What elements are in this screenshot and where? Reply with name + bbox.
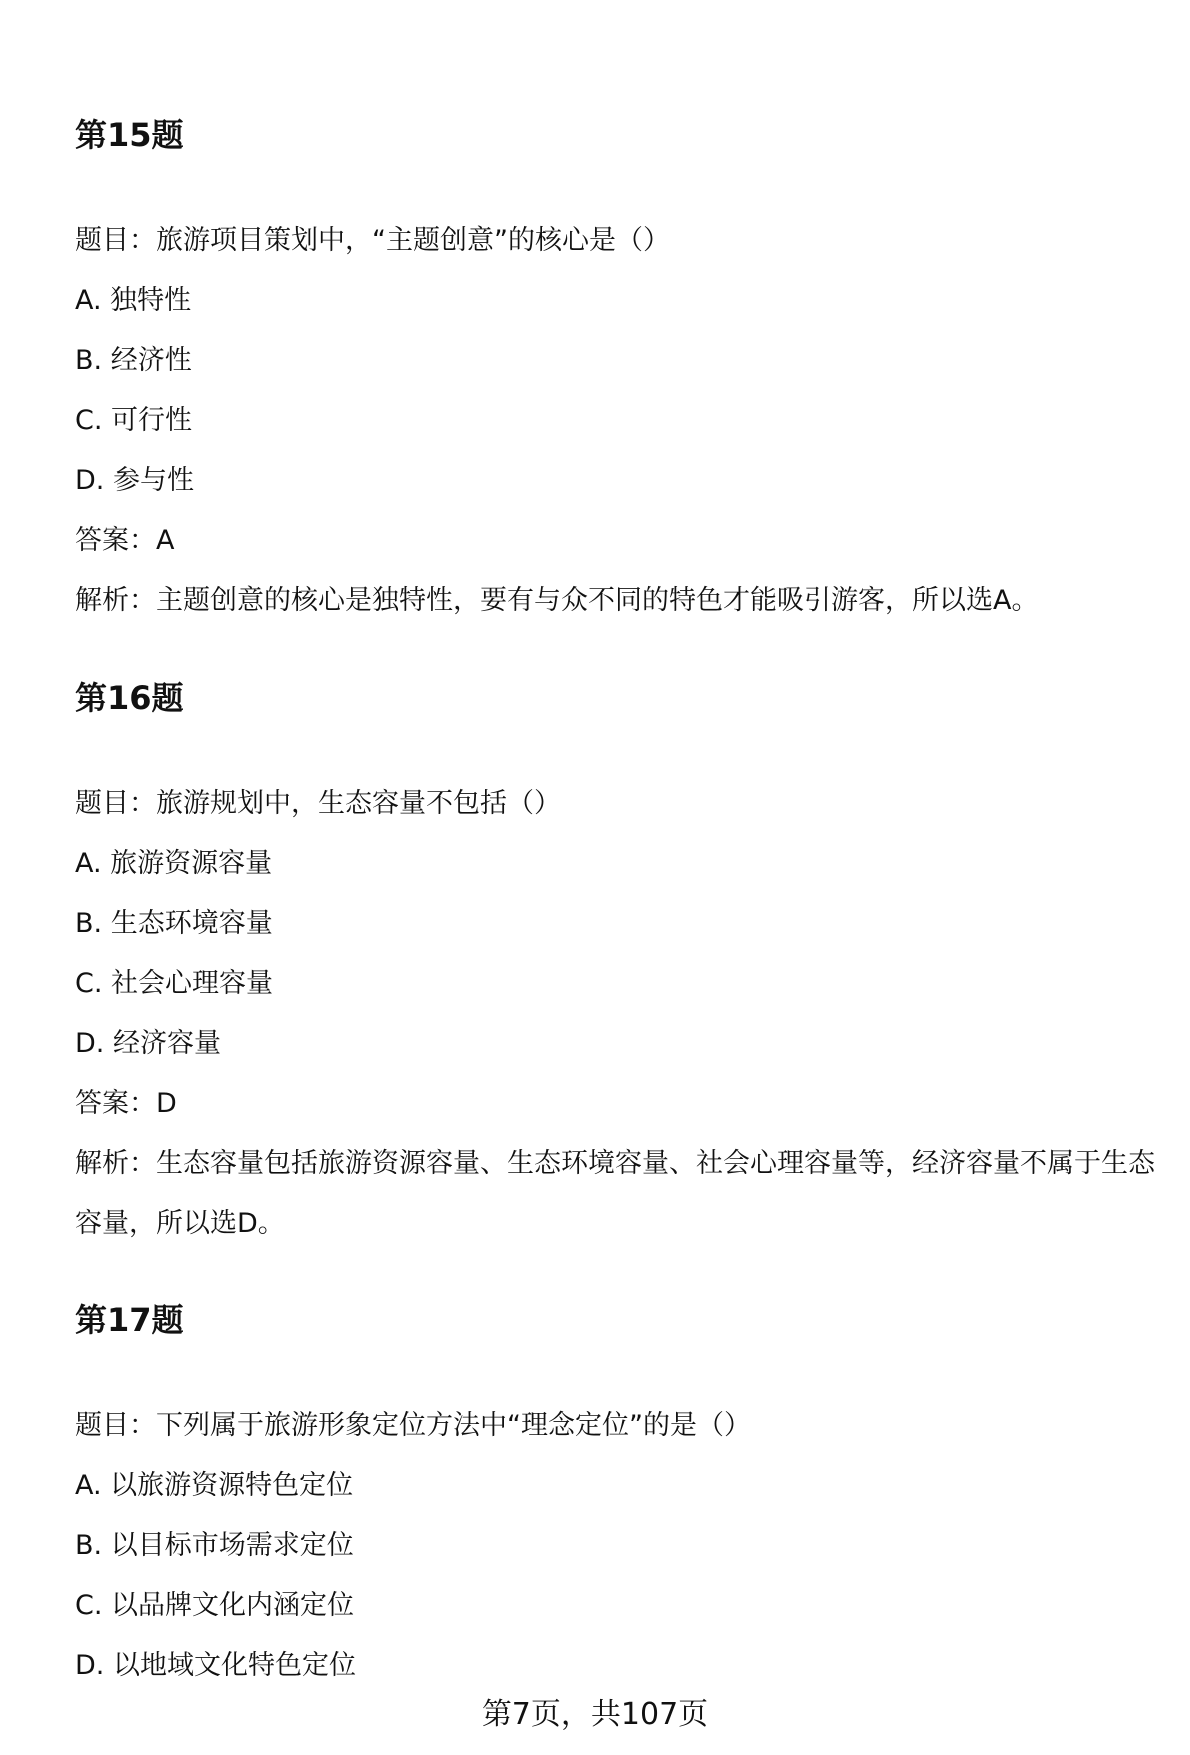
option-a: A. 独特性 xyxy=(75,285,192,316)
option-b: B. 生态环境容量 xyxy=(75,908,273,939)
option-a: A. 旅游资源容量 xyxy=(75,848,273,879)
option-c: C. 社会心理容量 xyxy=(75,968,274,999)
question-16 xyxy=(75,678,1175,1254)
question-15 xyxy=(75,115,1175,631)
question-body xyxy=(75,774,1175,1254)
option-b: B. 以目标市场需求定位 xyxy=(75,1530,354,1561)
answer: 答案：A xyxy=(75,525,175,556)
question-heading: 第15题 xyxy=(75,116,184,154)
option-a: A. 以旅游资源特色定位 xyxy=(75,1470,354,1501)
question-stem: 题目：下列属于旅游形象定位方法中“理念定位”的是（） xyxy=(75,1410,751,1441)
page-number: 第7页，共107页 xyxy=(481,1697,709,1732)
answer: 答案：D xyxy=(75,1088,177,1119)
option-c: C. 可行性 xyxy=(75,405,193,436)
analysis: 解析：主题创意的核心是独特性，要有与众不同的特色才能吸引游客，所以选A。 xyxy=(75,585,1039,616)
question-stem: 题目：旅游项目策划中，“主题创意”的核心是（） xyxy=(75,225,670,256)
question-body xyxy=(75,211,1175,631)
question-heading: 第17题 xyxy=(75,1301,184,1339)
option-b: B. 经济性 xyxy=(75,345,192,376)
question-heading: 第16题 xyxy=(75,679,184,717)
option-c: C. 以品牌文化内涵定位 xyxy=(75,1590,355,1621)
option-d: D. 参与性 xyxy=(75,465,194,496)
question-stem: 题目：旅游规划中，生态容量不包括（） xyxy=(75,788,561,819)
analysis: 解析：生态容量包括旅游资源容量、生态环境容量、社会心理容量等，经济容量不属于生态容量，所以选D。 xyxy=(75,1148,1155,1239)
option-d: D. 经济容量 xyxy=(75,1028,221,1059)
question-17 xyxy=(75,1300,1175,1696)
question-body xyxy=(75,1396,1175,1696)
option-d: D. 以地域文化特色定位 xyxy=(75,1650,356,1681)
